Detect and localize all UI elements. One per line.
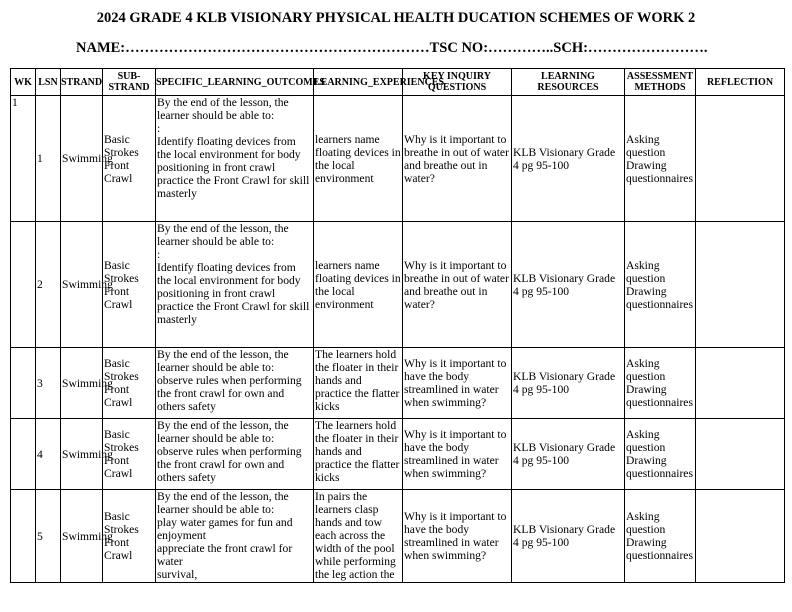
slo-line: Identify floating devices from the local environment for body positioning in front crawl bbox=[157, 261, 301, 300]
week-cell bbox=[11, 490, 36, 583]
slo-line: Identify floating devices from the local environment for body positioning in front crawl bbox=[157, 135, 301, 174]
col-strand: STRAND bbox=[61, 69, 103, 96]
slo-line: survival, bbox=[157, 568, 198, 581]
resource-cell: KLB Visionary Grade 4 pg 95-100 bbox=[512, 490, 625, 583]
question-cell: Why is it important to breathe in out of water and breathe out in water? bbox=[403, 96, 512, 222]
col-resources: LEARNING RESOURCES bbox=[512, 69, 625, 96]
reflection-cell bbox=[696, 419, 785, 490]
col-lsn: LSN bbox=[36, 69, 61, 96]
col-wk: WK bbox=[11, 69, 36, 96]
slo-line: By the end of the lesson, the learner should be able to: bbox=[157, 490, 289, 516]
reflection-cell bbox=[696, 96, 785, 222]
sub-strand-cell: Basic Strokes Front Crawl bbox=[103, 419, 156, 490]
col-questions: KEY INQUIRY QUESTIONS bbox=[403, 69, 512, 96]
assessment-cell bbox=[625, 419, 696, 490]
lesson-cell: 1 bbox=[36, 96, 61, 222]
slo-line: By the end of the lesson, the learner should be able to: bbox=[157, 419, 289, 445]
table-row bbox=[11, 96, 785, 222]
experience-cell: The learners hold the floater in their hands and practice the flatter kicks bbox=[314, 419, 403, 490]
assessment-line: questionnaires bbox=[626, 549, 693, 562]
slo-line: By the end of the lesson, the learner should be able to: bbox=[157, 348, 289, 374]
table-row bbox=[11, 419, 785, 490]
table-row bbox=[11, 490, 785, 583]
question-cell: Why is it important to breathe in out of water and breathe out in water? bbox=[403, 222, 512, 348]
sub-strand-cell: Basic Strokes Front Crawl bbox=[103, 490, 156, 583]
slo-line: practice the Front Crawl for skill masterly bbox=[157, 174, 310, 200]
table-row bbox=[11, 222, 785, 348]
reflection-cell bbox=[696, 222, 785, 348]
assessment-line: Asking question bbox=[626, 132, 666, 159]
assessment-line: Drawing bbox=[626, 383, 667, 396]
assessment-cell bbox=[625, 490, 696, 583]
sub-strand-cell: Basic Strokes Front Crawl bbox=[103, 222, 156, 348]
assessment-line: Drawing bbox=[626, 158, 667, 172]
table-row bbox=[11, 348, 785, 419]
question-cell: Why is it important to have the body streamlined in water when swimming? bbox=[403, 419, 512, 490]
strand-cell: Swimming bbox=[61, 419, 103, 490]
col-sub-strand: SUB-STRAND bbox=[103, 69, 156, 96]
question-cell: Why is it important to have the body streamlined in water when swimming? bbox=[403, 348, 512, 419]
week-cell bbox=[11, 348, 36, 419]
slo-line: play water games for fun and enjoyment bbox=[157, 516, 293, 542]
assessment-line: Asking question bbox=[626, 357, 666, 383]
lesson-cell: 4 bbox=[36, 419, 61, 490]
assessment-line: Asking question bbox=[626, 258, 666, 285]
assessment-cell bbox=[625, 96, 696, 222]
table-header-row bbox=[11, 69, 785, 96]
assessment-line: questionnaires bbox=[626, 171, 693, 185]
slo-line: By the end of the lesson, the learner should be able to: bbox=[157, 96, 289, 122]
assessment-cell bbox=[625, 222, 696, 348]
strand-cell: Swimming bbox=[61, 490, 103, 583]
slo-line: : bbox=[157, 248, 161, 261]
slo-line: appreciate the front crawl for water bbox=[157, 542, 293, 568]
lesson-cell: 2 bbox=[36, 222, 61, 348]
week-cell bbox=[11, 222, 36, 348]
col-assessment: ASSESSMENT METHODS bbox=[625, 69, 696, 96]
document-title: 2024 GRADE 4 KLB VISIONARY PHYSICAL HEALTH DUCATION SCHEMES OF WORK 2 bbox=[96, 10, 696, 26]
experience-cell: The learners hold the floater in their hands and practice the flatter kicks bbox=[314, 348, 403, 419]
resource-cell: KLB Visionary Grade 4 pg 95-100 bbox=[512, 348, 625, 419]
resource-cell: KLB Visionary Grade 4 pg 95-100 bbox=[512, 419, 625, 490]
week-cell bbox=[11, 419, 36, 490]
assessment-line: Drawing bbox=[626, 284, 667, 298]
lesson-cell: 5 bbox=[36, 490, 61, 583]
strand-cell: Swimming bbox=[61, 222, 103, 348]
experience-cell: learners name floating devices in the local environment bbox=[314, 222, 403, 348]
experience-cell: In pairs the learners clasp hands and tow each across the width of the pool while performing the leg action the bbox=[314, 490, 403, 583]
sub-strand-cell: Basic Strokes Front Crawl bbox=[103, 96, 156, 222]
reflection-cell bbox=[696, 348, 785, 419]
slo-cell bbox=[156, 419, 314, 490]
resource-cell: KLB Visionary Grade 4 pg 95-100 bbox=[512, 96, 625, 222]
assessment-line: questionnaires bbox=[626, 396, 693, 409]
slo-line: : bbox=[157, 122, 161, 135]
slo-cell bbox=[156, 348, 314, 419]
slo-line: practice the Front Crawl for skill masterly bbox=[157, 300, 310, 326]
strand-cell: Swimming bbox=[61, 96, 103, 222]
slo-line: observe rules when performing the front crawl for own and others safety bbox=[157, 374, 302, 413]
assessment-line: Asking question bbox=[626, 510, 666, 536]
slo-cell bbox=[156, 96, 314, 222]
col-slo: SPECIFIC_LEARNING_OUTCOMES bbox=[156, 69, 314, 96]
slo-line: By the end of the lesson, the learner should be able to: bbox=[157, 222, 289, 248]
slo-cell bbox=[156, 490, 314, 583]
assessment-line: Asking question bbox=[626, 428, 666, 454]
strand-cell: Swimming bbox=[61, 348, 103, 419]
schemes-table bbox=[10, 68, 785, 583]
assessment-line: Drawing bbox=[626, 536, 667, 549]
experience-cell: learners name floating devices in the local environment bbox=[314, 96, 403, 222]
assessment-line: questionnaires bbox=[626, 297, 693, 311]
week-cell: 1 bbox=[11, 96, 36, 222]
assessment-cell bbox=[625, 348, 696, 419]
sub-strand-cell: Basic Strokes Front Crawl bbox=[103, 348, 156, 419]
col-experiences: LEARNING_EXPERIENCES bbox=[314, 69, 403, 96]
assessment-line: questionnaires bbox=[626, 467, 693, 480]
lesson-cell: 3 bbox=[36, 348, 61, 419]
reflection-cell bbox=[696, 490, 785, 583]
resource-cell: KLB Visionary Grade 4 pg 95-100 bbox=[512, 222, 625, 348]
assessment-line: Drawing bbox=[626, 454, 667, 467]
slo-cell bbox=[156, 222, 314, 348]
question-cell: Why is it important to have the body streamlined in water when swimming? bbox=[403, 490, 512, 583]
name-line: NAME:………………………………………………………TSC NO:…………..SCH:……………………. bbox=[76, 40, 708, 56]
col-reflection: REFLECTION bbox=[696, 69, 785, 96]
slo-line: observe rules when performing the front crawl for own and others safety bbox=[157, 445, 302, 484]
